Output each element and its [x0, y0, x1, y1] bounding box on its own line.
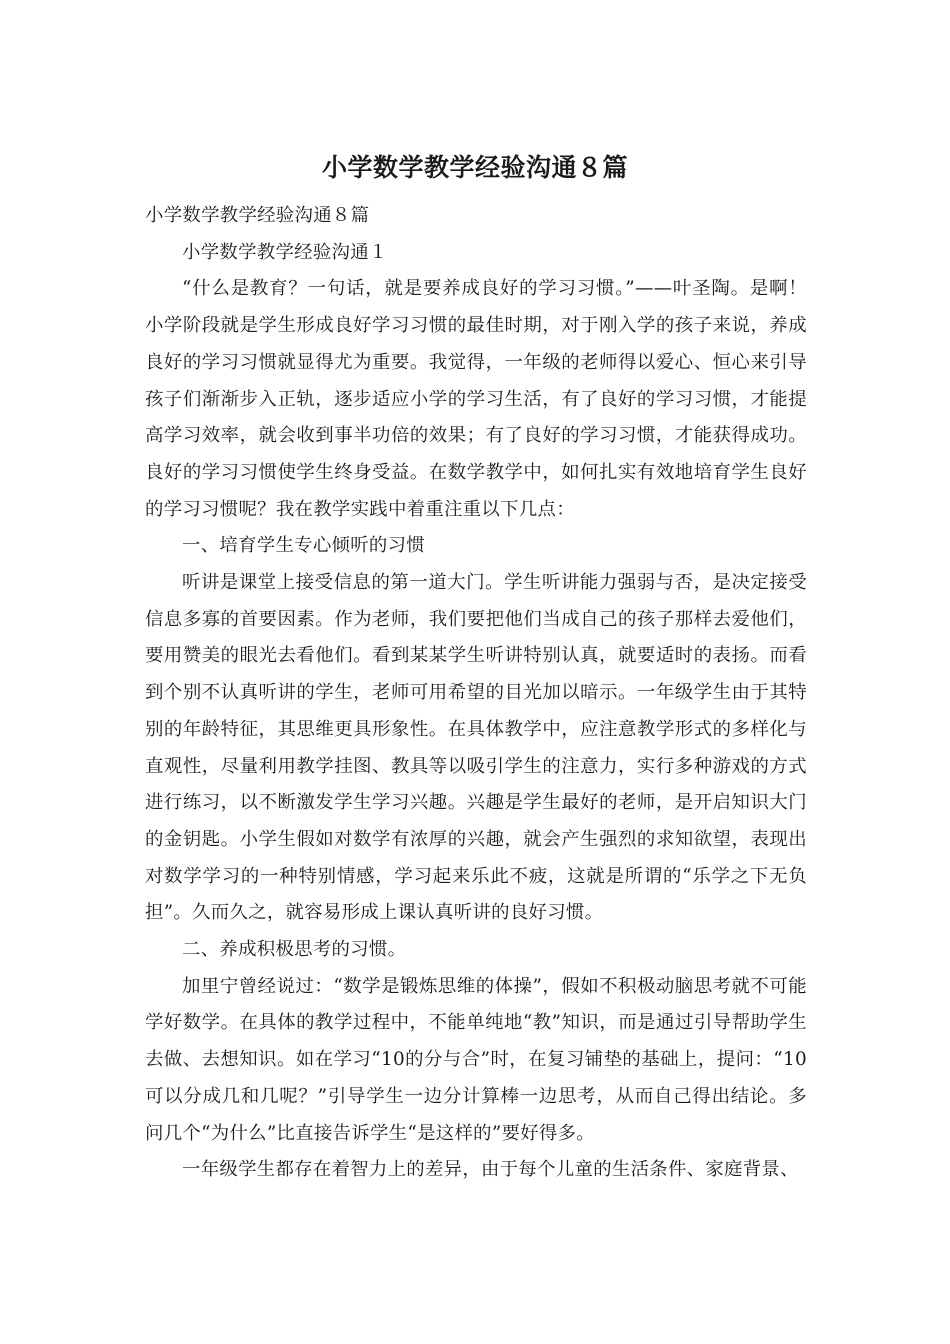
subtitle-paragraph: 小学数学教学经验沟通８篇: [145, 205, 370, 226]
section-heading-1: 小学数学教学经验沟通１: [182, 241, 388, 263]
body-paragraph: 加里宁曾经说过：“数学是锻炼思维的体操”，假如不积极动脑思考就不可能学好数学。在具体的教学过程中，不能单纯地“教”知识，而是通过引导帮助学生去做、去想知识。如在学习“10的分与合”时，在复习铺垫的基础上，提问：“10可以分成几和几呢？”引导学生一边分计算棒一边思考，从而自己得出结论。多问几个“为什么”比直接告诉学生“是这样的”要好得多。: [145, 975, 807, 1144]
document-title: 小学数学教学经验沟通８篇: [321, 153, 628, 182]
body-paragraph: 一年级学生都存在着智力上的差异，由于每个儿童的生活条件、家庭背景、: [182, 1159, 799, 1181]
body-paragraph: “什么是教育？一句话，就是要养成良好的学习习惯。”——叶圣陶。是啊！小学阶段就是学生形成良好学习习惯的最佳时期，对于刚入学的孩子来说，养成良好的学习习惯就显得尤为重要。我觉得，一年级的老师得以爱心、恒心来引导孩子们渐渐步入正轨，逐步适应小学的学习生活，有了良好的学习习惯，才能提高学习效率，就会收到事半功倍的效果；有了良好的学习习惯，才能获得成功。良好的学习习惯使学生终身受益。在数学教学中，如何扎实有效地培育学生良好的学习习惯呢？我在教学实践中着重注重以下几点：: [145, 278, 807, 520]
subheading-thinking: 二、养成积极思考的习惯。: [182, 939, 407, 961]
document-body: [145, 198, 807, 1189]
body-paragraph: 听讲是课堂上接受信息的第一道大门。学生听讲能力强弱与否，是决定接受信息多寡的首要因素。作为老师，我们要把他们当成自己的孩子那样去爱他们，要用赞美的眼光去看他们。看到某某学生听讲特别认真，就要适时的表扬。而看到个别不认真听讲的学生，老师可用希望的目光加以暗示。一年级学生由于其特别的年龄特征，其思维更具形象性。在具体教学中，应注意教学形式的多样化与直观性，尽量利用教学挂图、教具等以吸引学生的注意力，实行多种游戏的方式进行练习，以不断激发学生学习兴趣。兴趣是学生最好的老师，是开启知识大门的金钥匙。小学生假如对数学有浓厚的兴趣，就会产生强烈的求知欲望，表现出对数学学习的一种特别情感，学习起来乐此不疲，这就是所谓的“乐学之下无负担”。久而久之，就容易形成上课认真听讲的良好习惯。: [145, 572, 807, 924]
subheading-listening: 一、培育学生专心倾听的习惯: [182, 535, 425, 557]
